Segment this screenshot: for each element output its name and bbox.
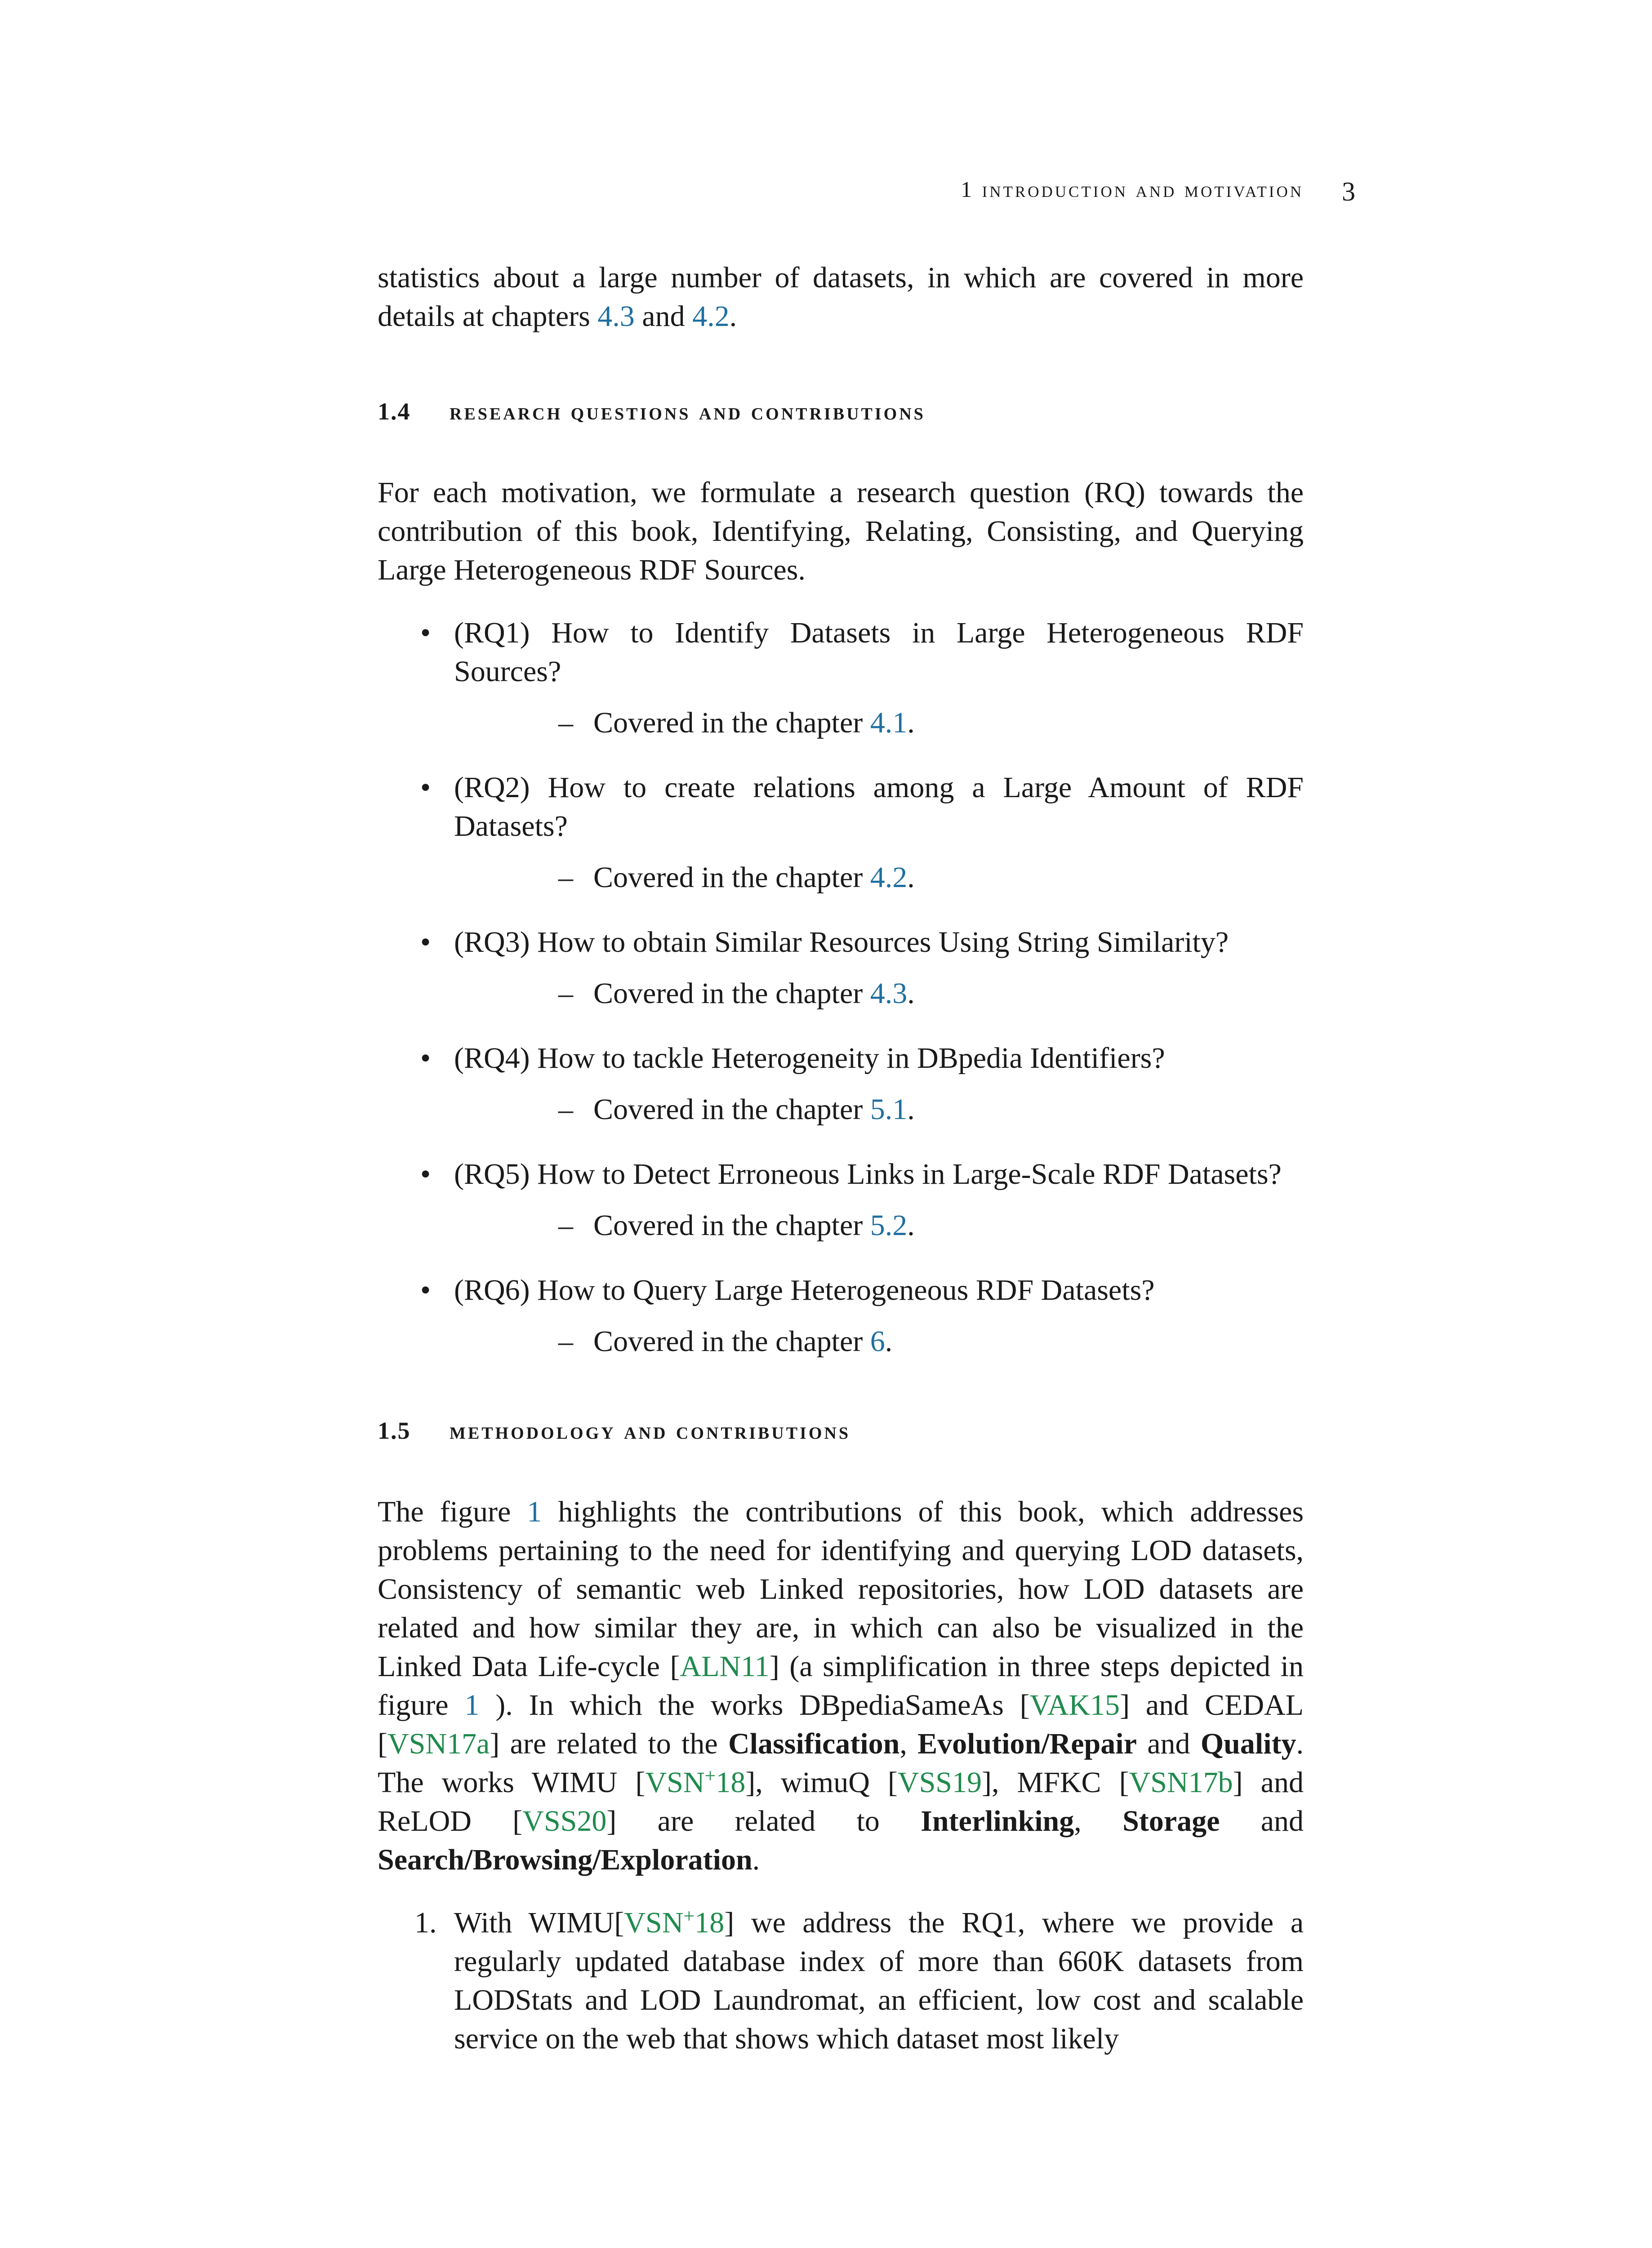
- rq-coverage: [454, 1090, 1304, 1129]
- section-title: methodology and contributions: [450, 1417, 850, 1444]
- item-text: [454, 1904, 1304, 2058]
- term-storage: Storage: [1122, 1805, 1220, 1838]
- figure-ref[interactable]: 1: [527, 1495, 542, 1528]
- figure-ref[interactable]: 1: [464, 1689, 480, 1722]
- section-number: 1.5: [378, 1417, 411, 1444]
- citation-base: VSN: [624, 1906, 684, 1939]
- rq-coverage: [454, 858, 1304, 897]
- bullet-icon: •: [420, 616, 431, 649]
- term-quality: Quality: [1200, 1727, 1296, 1760]
- rq-text: (RQ2) How to create relations among a Large Amount of RDF Datasets?: [454, 771, 1304, 843]
- period: .: [907, 861, 915, 894]
- intro-text: .: [729, 300, 737, 333]
- methodology-paragraph: [378, 1493, 1304, 1879]
- intro-text: statistics about a large number of datasets, in which are covered in more details at chapters: [378, 261, 1304, 333]
- rq-text: (RQ5) How to Detect Erroneous Links in Large-Scale RDF Datasets?: [454, 1158, 1282, 1191]
- citation-vsn17a[interactable]: VSN17a: [387, 1727, 490, 1760]
- dash-icon: –: [558, 977, 573, 1010]
- rq-text: (RQ3) How to obtain Similar Resources Using String Similarity?: [454, 926, 1229, 959]
- period: .: [907, 977, 915, 1010]
- rq-text: (RQ1) How to Identify Datasets in Large Heterogeneous RDF Sources?: [454, 616, 1304, 688]
- rq-coverage: [454, 974, 1304, 1013]
- chapter-ref-4-2[interactable]: 4.2: [692, 300, 730, 333]
- list-item: [378, 1155, 1304, 1245]
- dash-icon: –: [558, 1093, 573, 1126]
- chapter-ref[interactable]: 5.1: [870, 1093, 908, 1126]
- list-item: [378, 1271, 1304, 1361]
- text: and: [1220, 1805, 1304, 1838]
- citation-vsn18[interactable]: [624, 1906, 724, 1939]
- covered-label: Covered in the chapter: [593, 1325, 870, 1358]
- text: ,: [1074, 1805, 1123, 1838]
- dash-icon: –: [558, 861, 573, 894]
- citation-vss19[interactable]: VSS19: [897, 1766, 982, 1799]
- text: With WIMU[: [454, 1906, 624, 1939]
- text: ,: [899, 1727, 918, 1760]
- citation-vak15[interactable]: VAK15: [1029, 1689, 1120, 1722]
- running-head: 1 introduction and motivation: [961, 177, 1304, 202]
- rq-coverage: [454, 1206, 1304, 1245]
- chapter-ref-4-3[interactable]: 4.3: [597, 300, 635, 333]
- text: ] and ReLOD [: [378, 1766, 1304, 1838]
- bullet-icon: •: [420, 1274, 431, 1307]
- covered-label: Covered in the chapter: [593, 1209, 870, 1242]
- covered-label: Covered in the chapter: [593, 706, 870, 739]
- text: ] (a simplification in three steps depicted in figure: [378, 1650, 1304, 1722]
- term-evolution-repair: Evolution/Repair: [917, 1727, 1137, 1760]
- list-item: [378, 923, 1304, 1013]
- period: .: [907, 1209, 915, 1242]
- term-interlinking: Interlinking: [921, 1805, 1074, 1838]
- covered-label: Covered in the chapter: [593, 861, 870, 894]
- covered-label: Covered in the chapter: [593, 1093, 870, 1126]
- chapter-ref[interactable]: 6: [870, 1325, 885, 1358]
- dash-icon: –: [558, 706, 573, 739]
- rq-coverage: [454, 1322, 1304, 1361]
- text: ] we address the RQ1, where we provide a regularly updated database index of more than 660K datasets from LODStats and LOD Laundromat, an efficient, low cost and scalable service on the web that shows which dataset most likely: [454, 1906, 1304, 2055]
- bullet-icon: •: [420, 926, 431, 959]
- intro-text: and: [634, 300, 693, 333]
- text: .: [752, 1843, 760, 1876]
- dash-icon: –: [558, 1209, 573, 1242]
- citation-year: 18: [716, 1766, 746, 1799]
- contributions-list: [378, 1904, 1304, 2058]
- intro-paragraph: [378, 259, 1304, 336]
- text: . The works WIMU [: [378, 1727, 1304, 1799]
- period: .: [885, 1325, 893, 1358]
- citation-vss20[interactable]: VSS20: [522, 1805, 607, 1838]
- citation-sup: +: [704, 1765, 716, 1787]
- citation-vsn17b[interactable]: VSN17b: [1129, 1766, 1233, 1799]
- period: .: [907, 706, 915, 739]
- period: .: [907, 1093, 915, 1126]
- citation-base: VSN: [645, 1766, 705, 1799]
- section-heading-1-5: [378, 1411, 1304, 1450]
- section-title: research questions and contributions: [450, 398, 926, 425]
- citation-aln11[interactable]: ALN11: [680, 1650, 770, 1683]
- text: The figure: [378, 1495, 527, 1528]
- rq-intro-paragraph: For each motivation, we formulate a research question (RQ) towards the contribution of this book, Identifying, Relating, Consisting, and Querying Large Heterogeneous RDF Sources.: [378, 476, 1304, 586]
- body-text: [378, 259, 1304, 2058]
- rq-text: (RQ6) How to Query Large Heterogeneous RDF Datasets?: [454, 1274, 1155, 1307]
- citation-vsn18[interactable]: [645, 1766, 745, 1799]
- covered-label: Covered in the chapter: [593, 977, 870, 1010]
- chapter-ref[interactable]: 5.2: [870, 1209, 908, 1242]
- bullet-icon: •: [420, 771, 431, 804]
- text: highlights the contributions of this book, which addresses problems pertaining to the need for identifying and querying LOD datasets, Consistency of semantic web Linked repositories, how LOD datasets are related and how similar they are, in which can also be visualized in the Linked Data Life-cycle [: [378, 1495, 1304, 1683]
- text: ] are related to the: [490, 1727, 728, 1760]
- chapter-ref[interactable]: 4.2: [870, 861, 908, 894]
- page-number: 3: [1342, 177, 1355, 206]
- text: and: [1136, 1727, 1201, 1760]
- bullet-icon: •: [420, 1042, 431, 1075]
- text: ). In which the works DBpediaSameAs [: [479, 1689, 1030, 1722]
- bullet-icon: •: [420, 1158, 431, 1191]
- section-number: 1.4: [378, 398, 411, 425]
- rq-coverage: [454, 704, 1304, 742]
- term-classification: Classification: [728, 1727, 900, 1760]
- dash-icon: –: [558, 1325, 573, 1358]
- section-heading-1-4: [378, 392, 1304, 431]
- research-questions-list: [378, 614, 1304, 1361]
- text: ], MFKC [: [981, 1766, 1129, 1799]
- chapter-ref[interactable]: 4.1: [870, 706, 908, 739]
- term-search-browsing-exploration: Search/Browsing/Exploration: [378, 1843, 753, 1876]
- rq-text: (RQ4) How to tackle Heterogeneity in DBpedia Identifiers?: [454, 1042, 1165, 1075]
- text: ] and CEDAL [: [378, 1689, 1304, 1760]
- citation-year: 18: [695, 1906, 725, 1939]
- list-item: [378, 768, 1304, 897]
- citation-sup: +: [683, 1905, 695, 1927]
- list-item: [378, 1904, 1304, 2058]
- list-item: [378, 1039, 1304, 1129]
- chapter-ref[interactable]: 4.3: [870, 977, 908, 1010]
- list-item: [378, 614, 1304, 742]
- text: ] are related to: [606, 1805, 921, 1838]
- item-number: 1.: [414, 1906, 437, 1939]
- text: ], wimuQ [: [745, 1766, 898, 1799]
